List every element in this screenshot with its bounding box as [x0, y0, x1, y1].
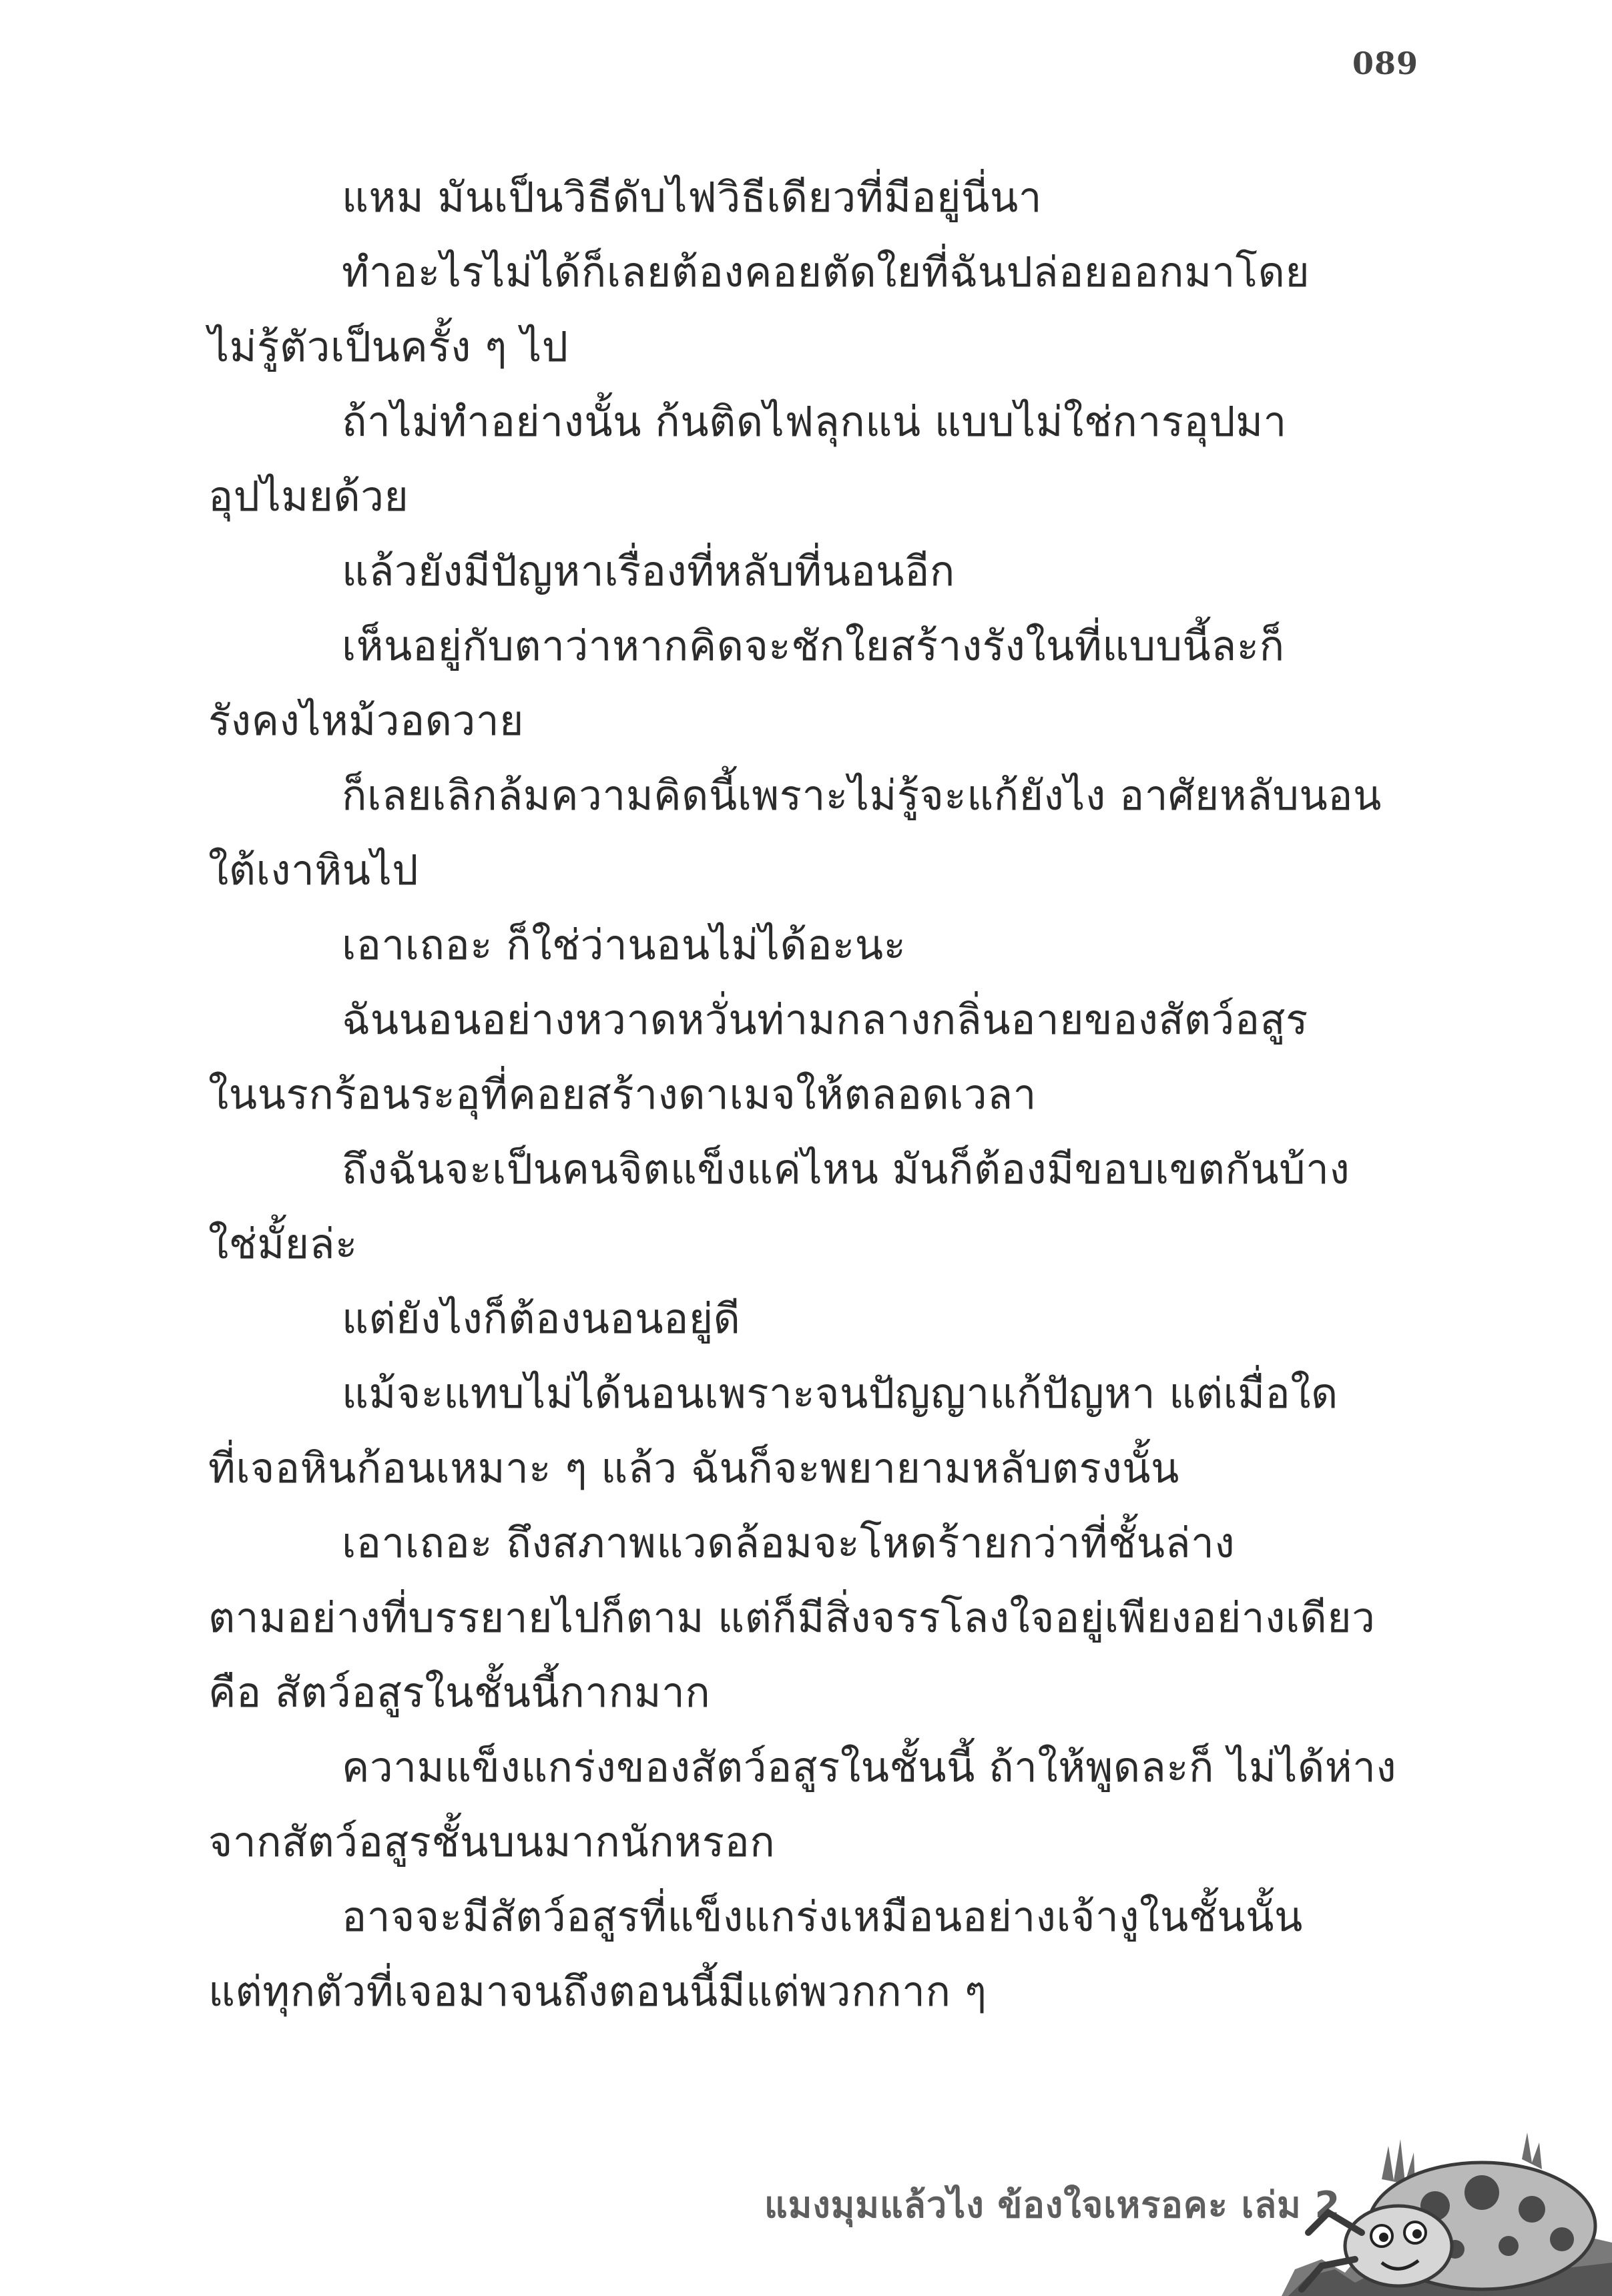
text-line: ที่เจอหินก้อนเหมาะ ๆ แล้ว ฉันก็จะพยายามหลับตรงนั้น — [208, 1444, 1179, 1492]
text-line: ใช่มั้ยล่ะ — [208, 1219, 358, 1268]
paragraph — [208, 609, 1410, 758]
paragraph — [208, 1356, 1410, 1506]
text-line: อุปไมยด้วย — [208, 472, 409, 521]
text-line: ถ้าไม่ทำอย่างนั้น ก้นติดไฟลุกแน่ แบบไม่ใช่การอุปมา — [342, 397, 1287, 446]
text-line: ไม่รู้ตัวเป็นครั้ง ๆ ไป — [208, 322, 569, 371]
paragraph — [208, 982, 1410, 1132]
text-line: ตามอย่างที่บรรยายไปก็ตาม แต่ก็มีสิ่งจรรโลงใจอยู่เพียงอย่างเดียว — [208, 1593, 1376, 1642]
body-text — [208, 160, 1410, 2029]
paragraph — [208, 1506, 1410, 1730]
text-line: จากสัตว์อสูรชั้นบนมากนักหรอก — [208, 1817, 776, 1866]
text-line: ในนรกร้อนระอุที่คอยสร้างดาเมจให้ตลอดเวลา — [208, 1070, 1037, 1119]
paragraph — [208, 908, 1410, 982]
text-line: ก็เลยเลิกล้มความคิดนี้เพราะไม่รู้จะแก้ยังไง อาศัยหลับนอน — [342, 771, 1382, 820]
paragraph — [208, 1730, 1410, 1880]
text-line: ความแข็งแกร่งของสัตว์อสูรในชั้นนี้ ถ้าให้พูดละก็ ไม่ได้ห่าง — [342, 1743, 1397, 1791]
page-number: 089 — [1352, 45, 1418, 81]
text-line: แหม มันเป็นวิธีดับไฟวิธีเดียวที่มีอยู่นี่นา — [342, 173, 1043, 222]
running-footer-title: แมงมุมแล้วไง ข้องใจเหรอคะ เล่ม 2 — [764, 2184, 1341, 2226]
text-line: ฉันนอนอย่างหวาดหวั่นท่ามกลางกลิ่นอายของสัตว์อสูร — [342, 995, 1308, 1044]
text-line: แม้จะแทบไม่ได้นอนเพราะจนปัญญาแก้ปัญหา แต่เมื่อใด — [342, 1369, 1338, 1418]
text-line: แล้วยังมีปัญหาเรื่องที่หลับที่นอนอีก — [342, 547, 955, 595]
text-line: ถึงฉันจะเป็นคนจิตแข็งแค่ไหน มันก็ต้องมีขอบเขตกันบ้าง — [342, 1145, 1350, 1193]
text-line: อาจจะมีสัตว์อสูรที่แข็งแกร่งเหมือนอย่างเจ้างูในชั้นนั้น — [342, 1892, 1303, 1941]
paragraph — [208, 758, 1410, 908]
paragraph — [208, 534, 1410, 609]
text-line: รังคงไหม้วอดวาย — [208, 696, 525, 745]
paragraph — [208, 235, 1410, 384]
text-line: แต่ยังไงก็ต้องนอนอยู่ดี — [342, 1294, 741, 1343]
paragraph — [208, 1281, 1410, 1356]
paragraph — [208, 1880, 1410, 2029]
paragraph — [208, 160, 1410, 235]
paragraph — [208, 1132, 1410, 1281]
text-line: แต่ทุกตัวที่เจอมาจนถึงตอนนี้มีแต่พวกกาก ๆ — [208, 1967, 987, 2016]
text-line: เอาเถอะ ก็ใช่ว่านอนไม่ได้อะนะ — [342, 920, 906, 969]
text-line: เอาเถอะ ถึงสภาพแวดล้อมจะโหดร้ายกว่าที่ชั้นล่าง — [342, 1518, 1236, 1567]
text-line: คือ สัตว์อสูรในชั้นนี้กากมาก — [208, 1668, 711, 1717]
text-line: ทำอะไรไม่ได้ก็เลยต้องคอยตัดใยที่ฉันปล่อยออกมาโดย — [342, 248, 1310, 296]
text-line: ใต้เงาหินไป — [208, 846, 419, 894]
text-line: เห็นอยู่กับตาว่าหากคิดจะชักใยสร้างรังในที่แบบนี้ละก็ — [342, 621, 1285, 670]
spider-monster-illustration-icon — [1282, 2132, 1612, 2296]
paragraph — [208, 384, 1410, 534]
